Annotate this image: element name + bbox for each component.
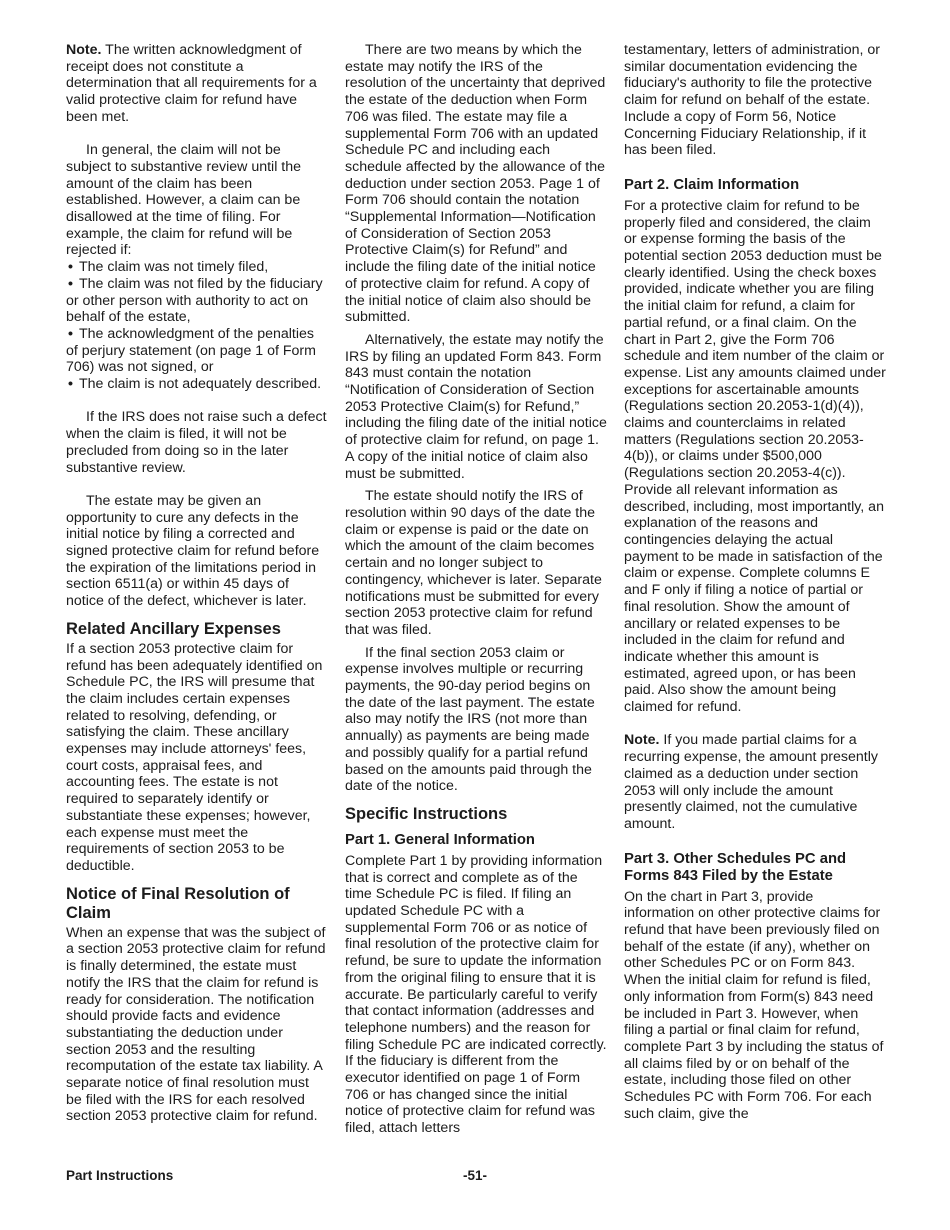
note-paragraph [66, 42, 328, 126]
ninety-days-paragraph: The estate should notify the IRS of resolution within 90 days of the date the claim or expense is paid or the date on which the amount of the claim becomes certain and no longer subject to contingency, whichever is later. Separate notifications must be submitted for every section 2053 protective claim for refund that was filed. [345, 488, 602, 638]
note-lead-2: Note. [624, 732, 660, 749]
means-paragraph: There are two means by which the estate may notify the IRS of the resolution of the uncertainty that deprived the estate of the deduction when Form 706 was filed. The estate may file a supplemental Form 706 with an updated Schedule PC and including each schedule affected by the allowance of the deduction under section 2053. Page 1 of Form 706 should contain the notation “Supplemental Information—Notification of Consideration of Section 2053 Protective Claim(s) for Refund” and include the filing date of the initial notice of protective claim for refund. A copy of the initial notice of claim also should be submitted. [345, 42, 606, 326]
part-2-paragraph: For a protective claim for refund to be properly filed and considered, the claim or expense forming the basis of the potential section 2053 deduction must be clearly identified. Using the check boxes provided, indicate whether you are filing the initial claim for refund, a claim for partial refund, or a final claim. On the chart in Part 2, give the Form 706 schedule and item number of the claim or expense. List any amounts claimed under exceptions for ascertainable amounts (Regulations section 20.2053-1(d)(4)), claims and counterclaims in related matters (Regulations section 20.2053-4(b)), or claims under $500,000 (Regulations section 20.2053-4(c)). Provide all relevant information as described, including, most importantly, an explanation of the reasons and contingencies delaying the actual payment to be made in satisfaction of the claim or expense. Complete columns E and F only if filing a notice of partial or final resolution. Show the amount of ancillary or related expenses to be included in the claim for refund and indicate whether this amount is estimated, agreed upon, or has been paid. Also show the amount being claimed for refund. [624, 197, 886, 716]
note-lead: Note. [66, 42, 102, 58]
ancillary-paragraph: If a section 2053 protective claim for refund has been adequately identified on Schedule PC, the IRS will presume that the claim includes certain expenses related to resolving, defending, or satisfying the claim. These ancillary expenses may include attorneys' fees, court costs, appraisal fees, and accounting fees. The estate is not required to separately identify or substantiate these expenses; however, each expense must meet the requirements of section 2053 to be deductible. [66, 640, 323, 874]
heading-part-3: Part 3. Other Schedules PC and Forms 843 Filed by the Estate [624, 850, 847, 884]
column-3 [624, 42, 886, 1122]
heading-final-resolution: Notice of Final Resolution of Claim [66, 884, 290, 922]
part-3-paragraph: On the chart in Part 3, provide information on other protective claims for refund that have been previously filed on behalf of the estate (if any), whether on other Schedules PC or on Form 843. When the initial claim for refund is filed, only information from Form(s) 843 need be included in Part 3. However, when filing a partial or final claim for refund, complete Part 3 by including the status of all claims filed by or on behalf of the estate, including those filed on other Schedules PC with Form 706. For each such claim, give the [624, 888, 884, 1122]
general-paragraph: In general, the claim will not be subject to substantive review until the amount of the claim has been established. However, a claim can be disallowed at the time of filing. For example, the claim for refund will be rejected if: [66, 142, 302, 259]
note-text-2: If you made partial claims for a recurring expense, the amount presently claimed as a deduction under section 2053 will only include the amount presently claimed, not the cumulative amount. [624, 732, 878, 832]
heading-ancillary-expenses: Related Ancillary Expenses [66, 619, 281, 638]
heading-specific-instructions: Specific Instructions [345, 804, 508, 823]
list-item: • The claim was not timely filed, [66, 259, 328, 276]
recurring-paragraph: If the final section 2053 claim or expense involves multiple or recurring payments, the 90-day period begins on the date of the last payment. The estate also may notify the IRS (not more than annually) as payments are being made and possibly qualify for a partial refund based on the amounts paid through the date of the notice. [345, 644, 595, 795]
list-item: • The claim was not filed by the fiduciary or other person with authority to act on behalf of the estate, [66, 276, 328, 326]
note-paragraph-2 [624, 732, 886, 832]
page-number: -51- [462, 1168, 487, 1183]
defect-paragraph: If the IRS does not raise such a defect when the claim is filed, it will not be precluded from doing so in the later substantive review. [66, 409, 327, 476]
footer-section-title: Part Instructions [66, 1168, 174, 1183]
part-1-paragraph: Complete Part 1 by providing information that is correct and complete as of the time Schedule PC is filed. If filing an updated Schedule PC with a supplemental Form 706 or as notice of final resolution of the protective claim for refund, be sure to update the information from the original filing to ensure that it is accurate. Be particularly careful to verify that contact information (addresses and telephone numbers) and the reason for filing Schedule PC are indicated correctly. If the fiduciary is different from the executor identified on page 1 of Form 706 or has changed since the initial notice of protective claim for refund was filed, attach letters [345, 852, 607, 1137]
alternative-paragraph: Alternatively, the estate may notify the IRS by filing an updated Form 843. Form 843 must contain the notation “Notification of Consideration of Section 2053 Protective Claim(s) for Refund,” including the filing date of the initial notice of protective claim for refund, on page 1. A copy of the initial notice of claim also must be submitted. [345, 331, 607, 482]
cure-paragraph: The estate may be given an opportunity to cure any defects in the initial notice by filing a corrected and signed protective claim for refund before the expiration of the limitations period in section 6511(a) or within 45 days of notice of the defect, whichever is later. [66, 492, 320, 610]
heading-part-2: Part 2. Claim Information [624, 176, 800, 193]
final-resolution-paragraph: When an expense that was the subject of a section 2053 protective claim for refund is finally determined, the estate must notify the IRS that the claim for refund is ready for consideration. The notification should provide facts and evidence substantiating the deduction under section 2053 and the resulting recomputation of the estate tax liability. A separate notice of final resolution must be filed with the IRS for each resolved section 2053 protective claim for refund. [66, 924, 326, 1125]
continuation-paragraph: testamentary, letters of administration, or similar documentation evidencing the fiduciary's authority to file the protective claim for refund on behalf of the estate. Include a copy of Form 56, Notice Concerning Fiduciary Relationship, if it has been filed. [624, 42, 881, 159]
note-text: The written acknowledgment of receipt does not constitute a determination that all requirements for a valid protective claim for refund have been met. [66, 42, 317, 125]
list-item: • The claim is not adequately described. [66, 376, 328, 393]
column-2 [345, 42, 607, 1137]
heading-part-1: Part 1. General Information [345, 831, 535, 848]
column-1 [66, 42, 328, 1125]
list-item: • The acknowledgment of the penalties of perjury statement (on page 1 of Form 706) was not signed, or [66, 326, 328, 376]
